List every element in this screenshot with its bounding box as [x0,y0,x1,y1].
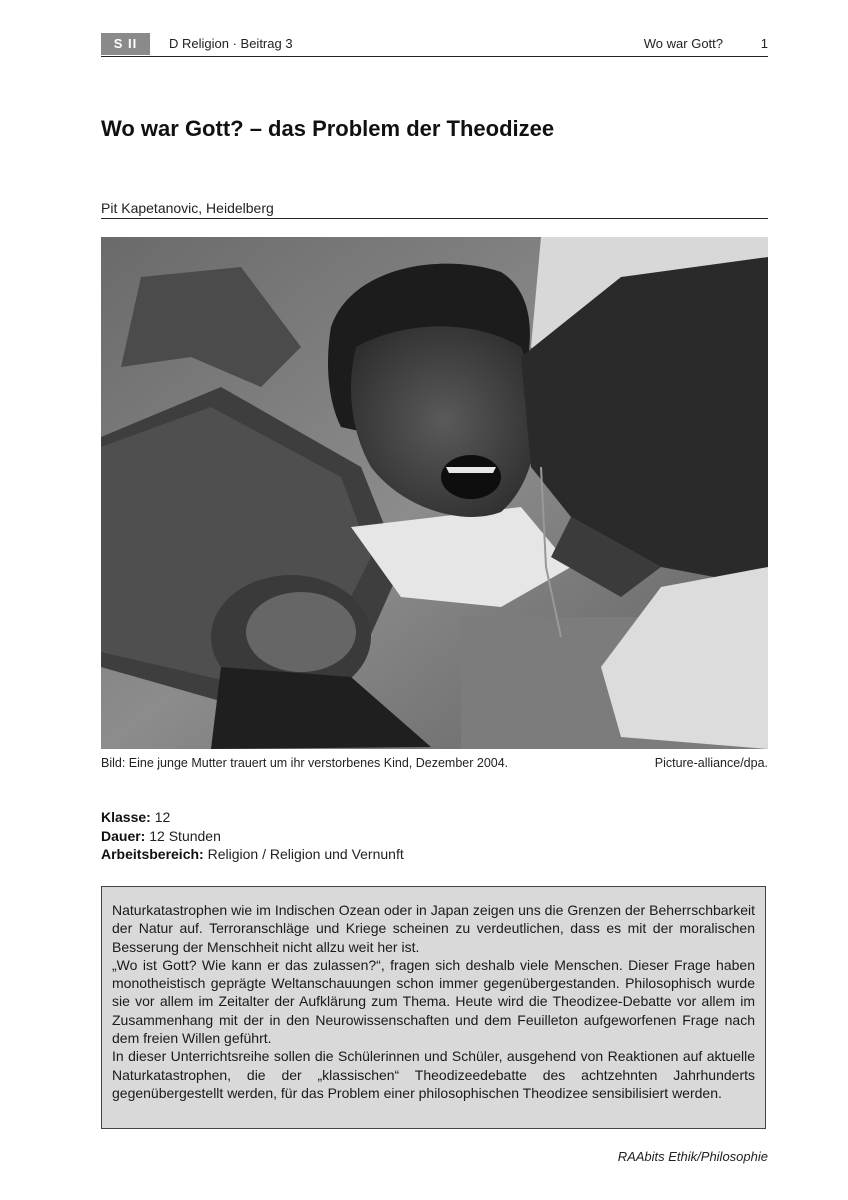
duration-label: Dauer: [101,827,146,844]
area-label: Arbeitsbereich: [101,846,204,862]
abstract-paragraph-2: „Wo ist Gott? Wie kann er das zulassen?“, fragen sich deshalb viele Menschen. Dieser Frage haben monotheistisch geprägte Weltanschauungen schon immer gegenübergestanden. Philosophisch wurde sie vor allem im Zeitalter der Aufklärung zum Thema. Heute wird die Theodizee-Debatte vor allem im Zusammenhang mit der in den Neurowissenschaften und dem Feuilleton aufgeworfenen Frage nach dem freien Willen geführt. [112,956,755,1047]
grieving-mother-photo [101,237,768,749]
page-number: 1 [760,36,768,51]
figure-credit: Picture-alliance/dpa. [654,756,768,770]
abstract-paragraph-3: In dieser Unterrichtsreihe sollen die Schülerinnen und Schüler, ausgehend von Reaktionen auf aktuelle Naturkatastrophen, die der „klassischen“ Theodizeedebatte des achtzehnten Jahrhunderts gegenübergestellt werden, für das Problem einer philosophischen Theodizee sensibilisiert werden. [112,1048,755,1101]
figure-caption: Bild: Eine junge Mutter trauert um ihr verstorbenes Kind, Dezember 2004. [101,756,509,770]
photo-illustration [101,237,768,749]
series-label: D Religion · Beitrag 3 [169,36,293,51]
duration-row [101,827,404,846]
abstract-paragraph-1: Naturkatastrophen wie im Indischen Ozean oder in Japan zeigen uns die Grenzen der Beherrschbarkeit der Natur auf. Terroranschläge und Kriege scheinen zu verdeutlichen, dass es mit der moralischen Besserung der Menschheit nicht allzu weit her ist. [112,902,755,955]
lesson-meta [101,808,404,864]
running-title: Wo war Gott? [643,36,723,51]
class-row [101,808,404,827]
area-row [101,845,404,864]
duration-value: 12 Stunden [149,827,221,844]
page-header [101,33,768,57]
page-title: Wo war Gott? – das Problem der Theodizee [101,116,555,141]
class-label: Klasse: [101,809,151,825]
author-line: Pit Kapetanovic, Heidelberg [101,200,768,219]
class-value: 12 [154,809,171,825]
area-value: Religion / Religion und Vernunft [207,846,404,862]
abstract-box [101,886,766,1129]
publication-footer: RAAbits Ethik/Philosophie [617,1149,768,1164]
level-badge: S II [101,33,150,55]
